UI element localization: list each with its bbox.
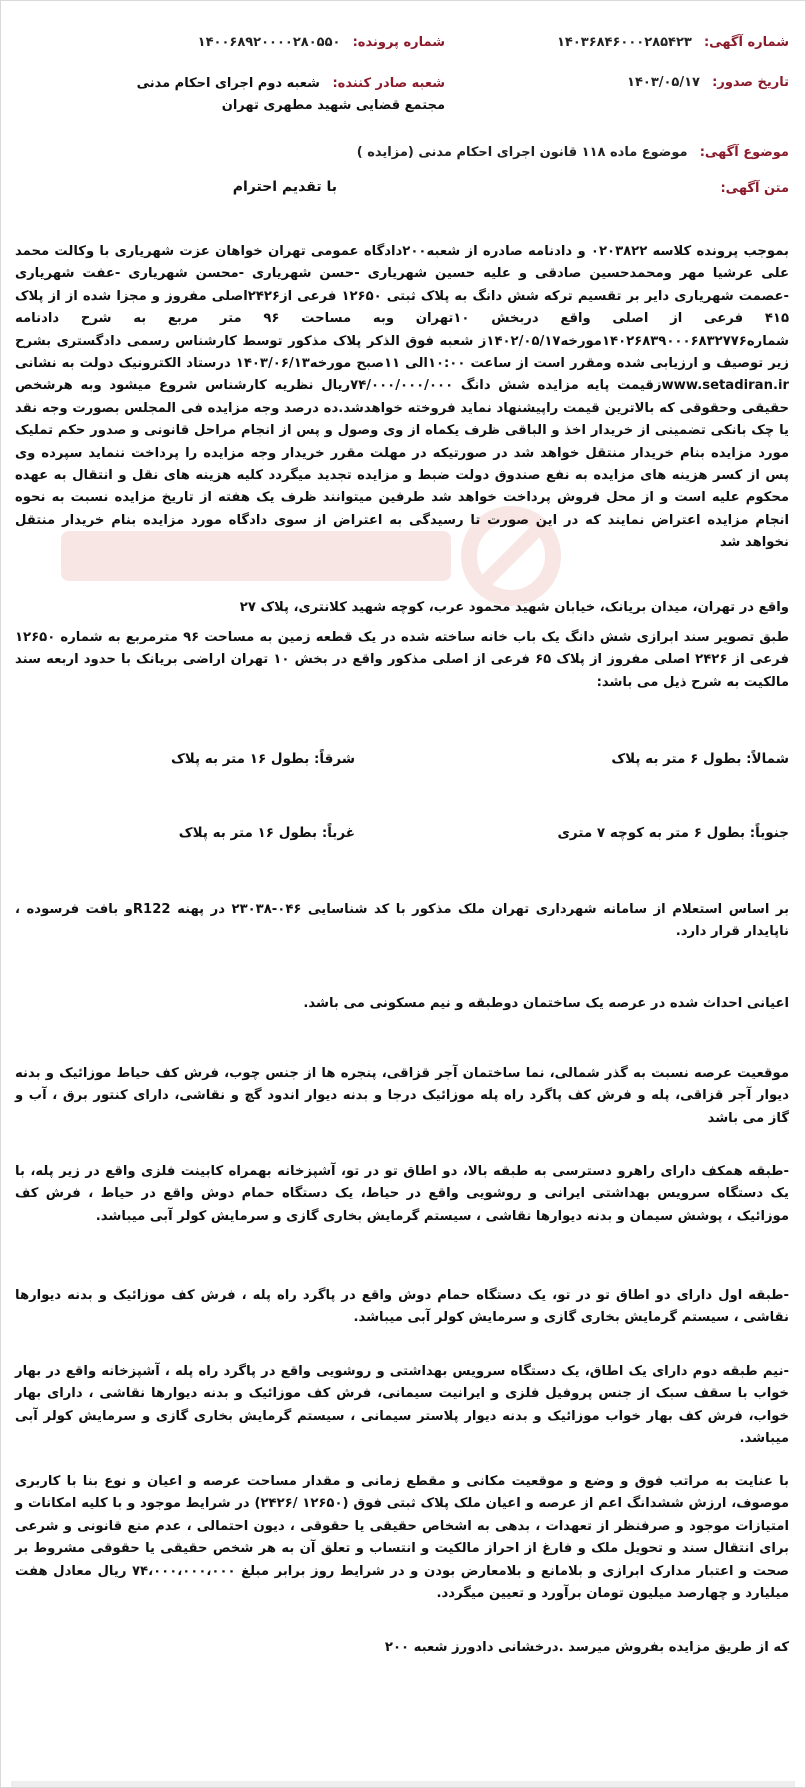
boundary-south: جنوباً: بطول ۶ متر به کوچه ۷ متری [557,825,789,841]
boundary-west: غرباً: بطول ۱۶ متر به پلاک [178,825,355,841]
issue-date-row [627,73,789,93]
issue-date-label: تاریخ صدور: [712,75,789,90]
boundary-east: شرقاً: بطول ۱۶ متر به پلاک [170,751,355,767]
paragraph-first-floor: -طبقه اول دارای دو اطاق تو در تو، یک دستگاه حمام دوش واقع در پاگرد راه پله ، فرش کف موزائیک و بدنه دیوارها نقاشی ، سیستم گرمایش بخاری گازی و سرمایش کولر آبی میباشد. [15,1288,789,1326]
paragraph-municipal: بر اساس استعلام از سامانه شهرداری تهران ملک مذکور با کد شناسایی ۰۴۶-۲۳۰۳۸ در پهنه R122و بافت فرسوده ، ناپایدار قرار دارد. [15,902,790,940]
paragraph-location: موقعیت عرصه نسبت به گذر شمالی، نما ساختمان آجر قزاقی، پنجره ها از جنس چوب، فرش کف حیاط موزائیک و بدنه دیوار آجر قزاقی، پله و فرش کف پاگرد راه پله موزائیک درجا و بدنه دیوار اندود گچ و نقاشی، دارای کنتور برق ، آب و گاز می باشد [15,1066,789,1126]
case-number-label: شماره پرونده: [352,35,445,50]
text-label-row [712,179,789,199]
subject-row [357,143,789,163]
case-number-value: ۱۴۰۰۶۸۹۲۰۰۰۰۲۸۰۵۵۰ [197,35,341,50]
paragraph-ground-floor: -طبقه همکف دارای راهرو دسترسی به طبقه بالا، دو اطاق تو در تو، آشپزخانه بهمراه کابینت فلزی واقع در زیر پله، با یک دستگاه سرویس بهداشتی ایرانی و روشویی واقع در حیاط، یک دستگاه حمام دوش واقع در حیاط ، فرش کف موزائیک ، پوشش سیمان و بدنه دیوارها نقاشی ، سیستم گرمایش بخاری گازی و سرمایش کولر آبی میباشد. [15,1164,789,1224]
text-label: متن آگهی: [720,181,789,196]
ad-number-row [557,33,789,53]
paragraph-main: بموجب پرونده کلاسه ۰۲۰۳۸۲۲ و دادنامه صادره از شعبه۲۰۰دادگاه عمومی تهران خواهان عزت شهریاری با وکالت محمد علی عرشیا مهر ومحمدحسین صادقی و علیه حسین شهریاری -حسن شهریاری -محسن شهریاری -عفت شهریاری -عصمت شهریاری دایر بر تقسیم ترکه شش دانگ به پلاک ثبتی ۱۲۶۵۰ فرعی از۲۴۲۶اصلی مفروز و مجزا شده از از پلاک ۴۱۵ فرعی از اصلی واقع دربخش ۱۰تهران وبه مساحت ۹۶ متر مربع به شرح دادنامه شماره۱۴۰۲۶۸۳۹۰۰۰۶۸۳۲۷۷۶مورخه۱۴۰۲/۰۵/۱۷ز شعبه فوق الذکر پلاک مذکور توسط کارشناس رسمی دادگستری بشرح زیر توصیف و ارزیابی شده ومقرر است از ساعت ۱۰:۰۰الی ۱۱صبح مورخه۱۴۰۳/۰۶/۱۳ درستاد الکترونیک دولت به نشانی www.setadiran.irزقیمت پایه مزایده شش دانگ ۷۴/۰۰۰/۰۰۰/۰۰۰ریال نظریه کارشناس شروع میشود وبه هرشخص حقیقی وحقوقی که بالاترین قیمت راپیشنهاد نماید فروخته خواهدشد.ده درصد وجه مزایده فی المجلس بصورت وجه نقد یا چک بانکی تضمینی از خریدار اخذ و الباقی ظرف یکماه از وی وصول و پس از انجام مراحل قانونی و صدور حکم تملیک مورد مزایده بنام خریدار منتقل خواهد شد در صورتیکه در مهلت مقرر خریدار وجه مزایده را پرداخت ننماید سپرده وی پس از کسر هزینه های مزایده به نفع صندوق دولت ضبط و مزایده تجدید میگردد کلیه هزینه های نقل و انتقال به عهده محکوم علیه است و از محل فروش پرداخت خواهد شد طرفین میتوانند ظرف یک هفته از تاریخ مزایده نسبت به نحوه انجام مزایده اعتراض نمایند که در این صورت تا رسیدگی به اعتراض از سوی دادگاه مورد مزایده بنام خریدار منتقل نخواهد شد [15,244,790,551]
ad-number-value: ۱۴۰۳۶۸۴۶۰۰۰۲۸۵۴۲۳ [556,35,692,50]
ad-number-label: شماره آگهی: [703,35,789,50]
paragraph-closing: که از طریق مزایده بفروش میرسد .درخشانی دادورز شعبه ۲۰۰ [384,1640,789,1655]
paragraph-second-floor: -نیم طبقه دوم دارای یک اطاق، یک دستگاه سرویس بهداشتی و روشویی واقع در پاگرد راه پله ، آشپزخانه واقع در بهار خواب با سقف سبک از جنس پروفیل فلزی و ایرانیت سیمانی، فرش کف موزائیک و بدنه دیوارها نقاشی ، دارای بهار خواب، فرش کف بهار خواب موزائیک و بدنه دیوار پلاستر سیمانی ، سیستم گرمایش بخاری گازی و سرمایش کولر آبی میباشد. [15,1364,789,1447]
issuing-branch-block [105,73,445,117]
issuing-branch-label: شعبه صادر کننده: [332,76,445,91]
paragraph-valuation: با عنایت به مراتب فوق و وضع و موقعیت مکانی و مقطع زمانی و مقدار مساحت عرصه و اعیان و نوع بنا با کاربری موصوف، ارزش ششدانگ اعم از عرصه و اعیان ملک پلاک ثبتی فوق (۱۲۶۵۰ /۲۴۲۶) در شرایط موجود و با کلیه امکانات و امتیازات موجود و صرفنظر از تعهدات ، بدهی به اشخاص حقیقی یا حقوقی ، دیون احتمالی ، عدم منع قانونی و شرعی برای انتقال سند و تحویل ملک و فارغ از احراز مالکیت و انتساب و تعلق آن به هر شخص حقیقی یا حقوقی مشروط بر صحت و اعتبار مدارک ابرازی و بلامانع و بلامعارض بودن و در شرایط روز برابر مبلغ ۷۴،۰۰۰،۰۰۰،۰۰۰ ریال معادل هفت میلیارد و چهارصد میلیون تومان برآورد و تعیین میگردد. [15,1474,790,1602]
paragraph-address: واقع در تهران، میدان بریانک، خیابان شهید محمود عرب، کوچه شهید کلانتری، پلاک ۲۷ [239,600,789,615]
subject-value: موضوع ماده ۱۱۸ قانون اجرای احکام مدنی (مزایده ) [356,145,688,160]
issue-date-value: ۱۴۰۳/۰۵/۱۷ [627,75,700,90]
bottom-divider [11,1781,795,1787]
case-number-row [198,33,445,53]
boundary-north: شمالاً: بطول ۶ متر به پلاک [611,751,789,767]
subject-label: موضوع آگهی: [699,145,789,160]
greeting: با تقدیم احترام [232,179,337,195]
paragraph-building: اعیانی احداث شده در عرصه یک ساختمان دوطبقه و نیم مسکونی می باشد. [303,996,789,1011]
issuing-branch-value: شعبه دوم اجرای احکام مدنی مجتمع قضایی شهید مطهری تهران [136,76,445,113]
paragraph-deed: طبق تصویر سند ابرازی شش دانگ یک باب خانه ساخته شده در یک قطعه زمین به مساحت ۹۶ مترمربع به شماره ۱۲۶۵۰ فرعی از ۲۴۲۶ اصلی مفروز از پلاک ۶۵ فرعی از اصلی مذکور واقع در بخش ۱۰ تهران اراضی بریانک با حدود اربعه سند مالکیت به شرح ذیل می باشد: [15,630,789,690]
